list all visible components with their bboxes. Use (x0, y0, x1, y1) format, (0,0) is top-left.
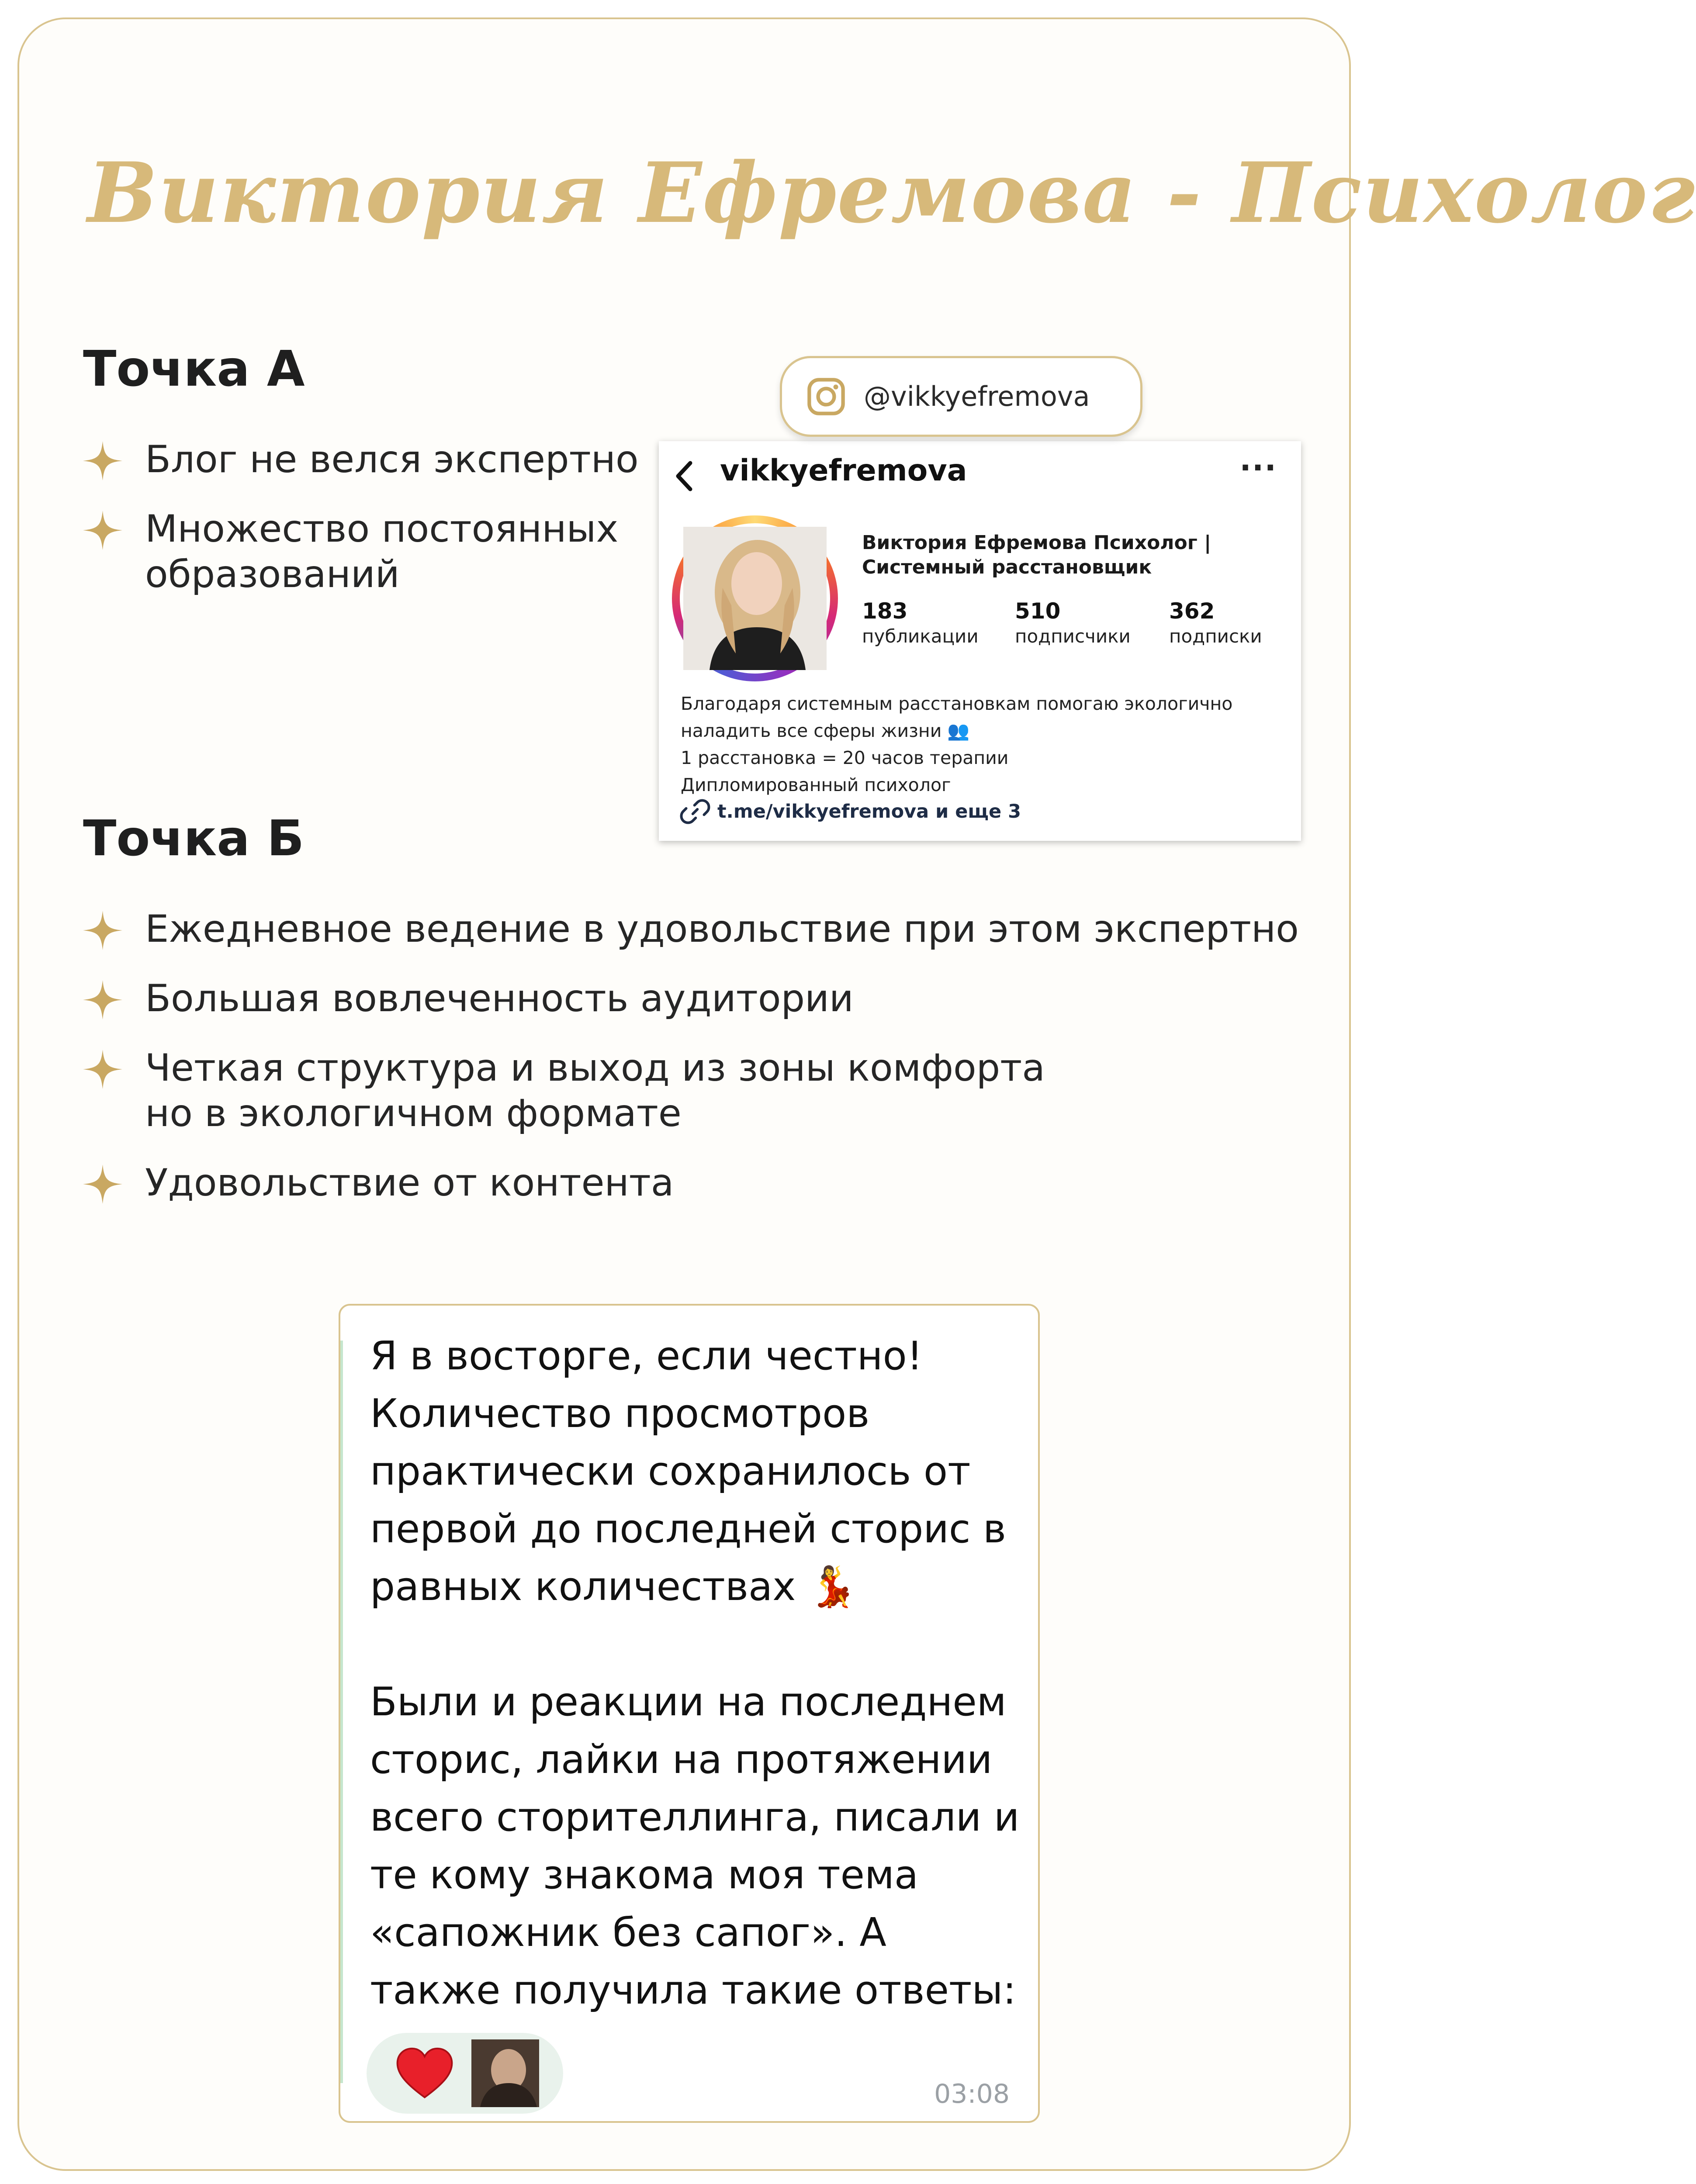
list-item-text: Удовольствие от контента (145, 1161, 674, 1205)
list-item (83, 906, 1299, 952)
instagram-handle: @vikkyefremova (864, 380, 1090, 412)
reactor-avatar (471, 2039, 539, 2107)
point-b-list (83, 906, 1299, 1230)
sparkle-icon (83, 511, 122, 550)
list-item (83, 976, 1299, 1021)
point-a-list (83, 437, 639, 621)
instagram-icon (806, 377, 846, 417)
list-item-text: Множество постоянных образований (145, 507, 619, 596)
stat-followers[interactable]: 510 подписчики (1015, 598, 1131, 647)
sparkle-icon (83, 911, 122, 950)
sparkle-icon (83, 1165, 122, 1204)
message-edge (340, 1341, 343, 2083)
profile-link[interactable]: t.me/vikkyefremova и еще 3 (681, 797, 1021, 826)
list-item (83, 1160, 1299, 1206)
link-icon (681, 797, 710, 826)
message-reactions[interactable] (367, 2033, 563, 2114)
list-item (83, 437, 639, 482)
stat-following[interactable]: 362 подписки (1169, 598, 1262, 647)
profile-avatar (680, 523, 830, 674)
page-title: Виктория Ефремова - Психолог (87, 144, 1696, 242)
more-options-icon[interactable]: ··· (1239, 450, 1277, 486)
list-item (83, 506, 639, 597)
instagram-handle-badge[interactable] (780, 356, 1142, 437)
list-item (83, 1045, 1299, 1136)
message-timestamp: 03:08 (934, 2079, 1010, 2109)
sparkle-icon (83, 980, 122, 1019)
chat-message-bubble (339, 1304, 1040, 2123)
back-arrow-icon[interactable] (671, 459, 697, 494)
profile-display-name: Виктория Ефремова Психолог | Системный расстановщик (862, 532, 1211, 578)
sparkle-icon (83, 1050, 122, 1089)
story-ring[interactable] (672, 515, 838, 681)
point-b-heading: Точка Б (83, 810, 305, 867)
list-item-text: Большая вовлеченность аудитории (145, 977, 854, 1020)
stat-posts[interactable]: 183 публикации (862, 598, 979, 647)
profile-bio: Благодаря системным расстановкам помогаю экологично наладить все сферы жизни 👥 1 расстановка = 20 часов терапии Дипломированный психолог (681, 693, 1233, 795)
list-item-text: Четкая структура и выход из зоны комфорта но в экологичном формате (145, 1046, 1045, 1135)
instagram-profile-card (659, 441, 1301, 841)
list-item-text: Ежедневное ведение в удовольствие при этом экспертно (145, 907, 1299, 951)
sparkle-icon (83, 441, 122, 480)
message-text: Я в восторге, если честно! Количество просмотров практически сохранилось от первой до последней сторис в равных количествах 💃 Были и реакции на последнем сторис, лайки на протяжении всего сторителлинга, писали и те кому знакома моя тема «сапожник без сапог». А также получила такие ответы: (370, 1333, 1020, 2013)
heart-icon (396, 2047, 453, 2100)
list-item-text: Блог не велся экспертно (145, 438, 639, 481)
profile-username: vikkyefremova (720, 453, 967, 488)
point-a-heading: Точка А (83, 341, 305, 397)
